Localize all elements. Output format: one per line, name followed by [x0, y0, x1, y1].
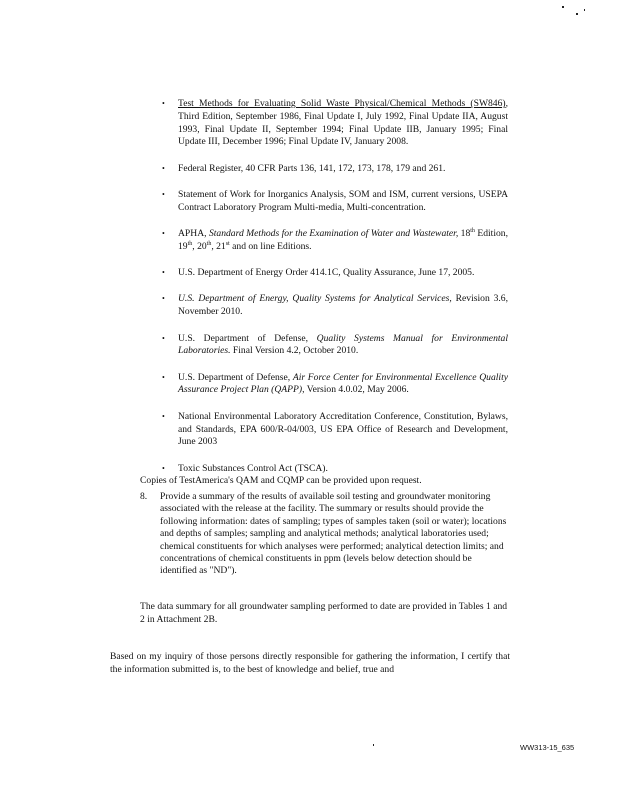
item-number: 8. [140, 491, 148, 502]
list-item: • Statement of Work for Inorganics Analysis, SOM and ISM, current versions, USEPA Contract Laboratory Program Multi-media, Multi-concentration. [162, 188, 508, 213]
copies-note: Copies of TestAmerica's QAM and CQMP can be provided upon request. [140, 475, 422, 486]
bullet-marker: • [162, 268, 165, 278]
bullet-marker: • [162, 189, 165, 199]
scan-speck [576, 13, 578, 15]
list-item: • U.S. Department of Defense, Air Force Center for Environmental Excellence Quality Assurance Project Plan (QAPP), Version 4.0.02, May 2006. [162, 371, 508, 396]
bullet-marker: • [162, 163, 165, 173]
scan-speck [584, 9, 585, 11]
list-item: • Test Methods for Evaluating Solid Waste Physical/Chemical Methods (SW846), Third Edition, September 1986, Final Update I, July 1992, Final Update IIA, August 1993, Final Update II, September 1994; Final Update IIB, January 1995; Final Update III, December 1996; Final Update IV, January 2008. [162, 98, 508, 148]
item-text: Provide a summary of the results of available soil testing and groundwater monitoring associated with the release at the facility. The summary or results should provide the following information: dates of sampling; types of samples taken (soil or water); locations and depths of samples; sampling and analytical methods; analytical laboratories used; chemical constituents for which analyses were performed; analytical detection limits; and concentrations of chemical constituents in ppm (levels below detection should be identified as "ND"). [160, 491, 507, 577]
data-summary-paragraph: The data summary for all groundwater sampling performed to date are provided in Tables 1 and 2 in Attachment 2B. [140, 601, 508, 625]
list-item: • U.S. Department of Defense, Quality Systems Manual for Environmental Laboratories. Final Version 4.2, October 2010. [162, 332, 508, 357]
bullet-marker: • [162, 463, 165, 473]
certification-paragraph: Based on my inquiry of those persons directly responsible for gathering the information, I certify that the information submitted is, to the best of knowledge and belief, true and [110, 651, 510, 675]
bullet-marker: • [162, 372, 165, 382]
scan-speck [373, 744, 374, 746]
bullet-marker: • [162, 229, 165, 239]
list-item: • U.S. Department of Energy Order 414.1C, Quality Assurance, June 17, 2005. [162, 267, 475, 279]
page-footer-code: WW313-15_635 [520, 743, 575, 752]
bullet-marker: • [162, 294, 165, 304]
bullet-marker: • [162, 411, 165, 421]
list-item: • APHA, Standard Methods for the Examination of Water and Wastewater, 18th Edition, 19th, 20th, 21st and on line Editions. [162, 227, 508, 252]
list-item: • National Environmental Laboratory Accreditation Conference, Constitution, Bylaws, and Standards, EPA 600/R-04/003, US EPA Office of Research and Development, June 2003 [162, 410, 508, 448]
list-item: • U.S. Department of Energy, Quality Systems for Analytical Services, Revision 3.6, November 2010. [162, 293, 508, 318]
reference-list [160, 98, 508, 489]
list-item: • Toxic Substances Control Act (TSCA). [162, 462, 328, 474]
bullet-marker: • [162, 333, 165, 343]
numbered-item-8 [140, 491, 508, 578]
scan-speck [562, 6, 564, 8]
list-item: • Federal Register, 40 CFR Parts 136, 141, 172, 173, 178, 179 and 261. [162, 162, 446, 174]
bullet-marker: • [162, 99, 165, 108]
